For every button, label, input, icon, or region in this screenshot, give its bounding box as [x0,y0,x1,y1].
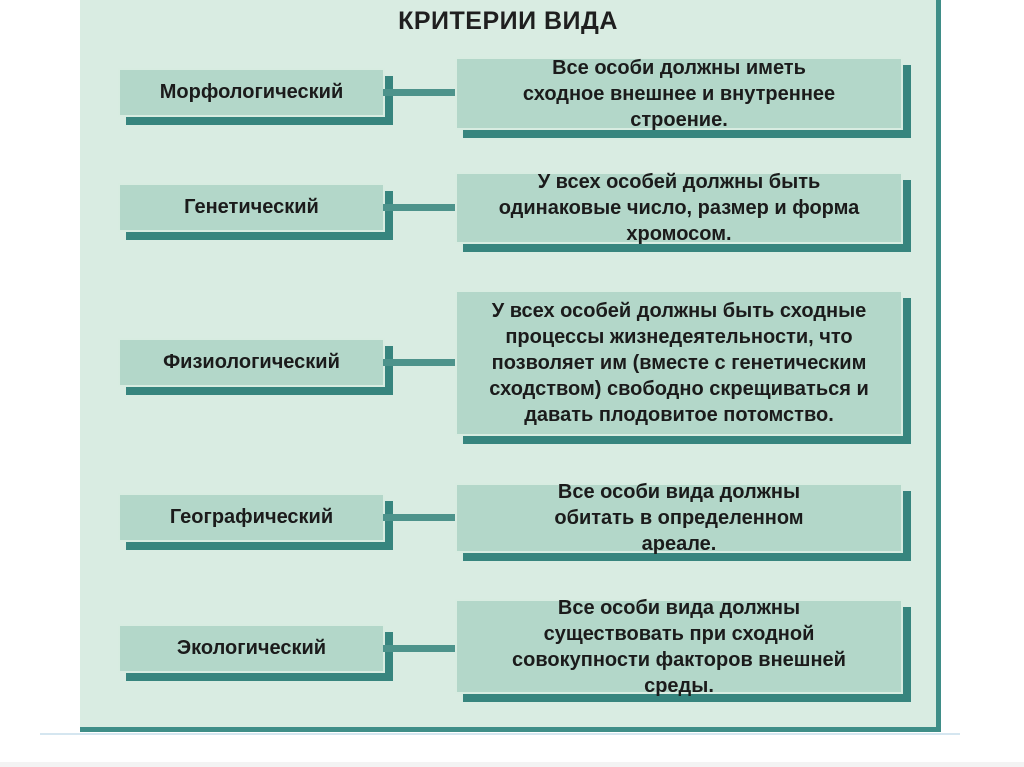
criterion-label: Географический [169,506,334,528]
criterion-label: Морфологический [159,81,344,103]
description-box [455,483,903,553]
page-title: КРИТЕРИИ ВИДА [398,7,618,35]
criterion-box-morphological [118,68,385,117]
description-text: У всех особей должны быть одинаковые число, размер и форма хромосом. [498,171,860,245]
criterion-label: Экологический [176,637,327,659]
description-box [455,596,903,697]
criterion-label: Физиологический [163,351,340,373]
description-text: Все особи вида должны существовать при сходной совокупности факторов внешней среды. [512,596,846,697]
description-text: Все особи вида должны обитать в определенном ареале. [554,481,804,555]
connector-line [383,645,459,652]
description-box [455,57,903,130]
connector-line [383,359,459,366]
description-text: У всех особей должны быть сходные процессы жизнедеятельности, что позволяет им (вместе с генетическим сходством) свободно скрещиваться и давать плодовитое потомство. [489,300,869,426]
criterion-box-physiological [118,338,385,387]
description-box [455,290,903,436]
criterion-box-ecological [118,624,385,673]
divider [40,733,960,735]
bottom-strip [0,762,1024,767]
connector-line [383,204,459,211]
criterion-box-geographical [118,493,385,542]
connector-line [383,514,459,521]
description-text: Все особи должны иметь сходное внешнее и внутреннее строение. [522,56,836,131]
criterion-label: Генетический [184,196,319,218]
connector-line [383,89,459,96]
description-box [455,172,903,244]
criterion-box-genetic [118,183,385,232]
